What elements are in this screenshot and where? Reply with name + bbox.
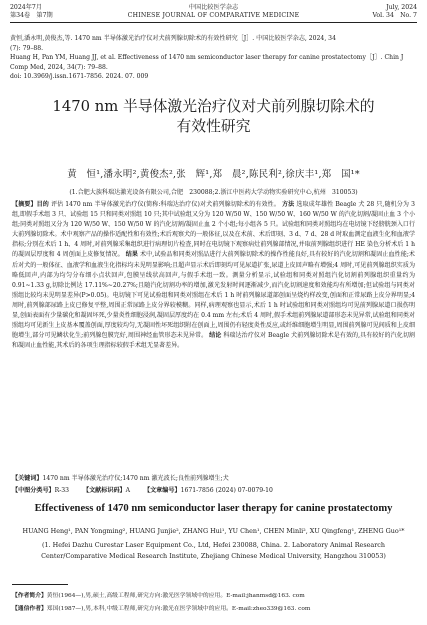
abstract-zh [12, 200, 415, 351]
footnote-author [12, 590, 415, 599]
header-volume-en: Vol. 34 No. 7 [372, 12, 417, 19]
header-journal-en: CHINESE JOURNAL OF COMPARATIVE MEDICINE [127, 12, 300, 19]
result-text: 术中,试验品和同类对照品进行大前列腺切除术的操作性能良好,具有较好的汽化切割和凝固止血性能;术后对犬的一般体征、血液学和血液生化指标均未见明显影响;且超声显示术后即刻均可见尿道扩张,尿道上皮回声略有增强;4 周时,可见前列腺组织实质为略低回声,内部为均匀分布细小点状回声,包膜呈线状高回声,与假手术组一致。测量分析显示,试验组和同类对照组汽化切割前列腺组织重量约为 0.91~1.33 g,切除比例达 17.11%~20.27%;且随汽化切割功率的增加,激光发射时间逐渐减少,而汽化切割速度和效能均有所增加;但试验组与同类对照组比较均未见明显差异(P>0.05)。电切镜下可见试验组和同类对照组在术后 1 h 时前列腺尿道部创面呈烧灼样改变,创面和正常尿路上皮分界明显;4 周时,前列腺部尿路上皮已修复平整,周围正常尿路上皮分界较模糊。同样,病理观察也显示,术后 1 h 时试验组和同类对照组均可见前列腺尿道口损伤明显,创面表面有少量碳化和凝固坏死,少量炎性细胞浸润,凝固层厚度约在 0.4 mm 左右;术后 4 周时,假手术组前列腺尿道部形态未见异常,试验组和同类对照组均可见新生上皮基本覆盖创面,厚度较均匀,无凝固性坏死组织附在创面上,周围仍有轻度炎性反应,或纤维细胞增生明显,周围前列腺可见间质和上皮细胞增生,部分可见鳞状化生;前列腺包膜完好,周围神经血管形态未见异常。 [12, 251, 415, 340]
header-volume-cn: 第34卷 第7期 [10, 12, 53, 19]
purpose-text: 评估 1470 nm 半导体激光治疗仪(简称:科瑞达治疗仪)对犬前列腺切除术的有效性。 [50, 201, 280, 208]
authors-en: HUANG Heng¹, PAN Yongming², HUANG Junjie², ZHANG Hui¹, YU Chen¹, CHEN Minli², XU Qingfeng¹, ZHENG Guo¹* [22, 527, 405, 535]
affiliation-en [20, 540, 407, 562]
citation-en-line2: Comp Med, 2024, 34(7): 79–88. [10, 63, 108, 71]
article-number-label: 【文章编号】 [144, 487, 181, 494]
header-journal-cn: 中国比较医学杂志 [188, 4, 239, 11]
corresponding-label: 【通信作者】 [12, 606, 47, 612]
abstract-label: 【摘要】 [12, 201, 37, 208]
keywords-text: 1470 nm 半导体激光治疗仪;1470 nm 激光波长;良性前列腺增生;犬 [42, 475, 229, 482]
author-bio-label: 【作者简介】 [12, 593, 47, 599]
footnote-corresponding [12, 603, 415, 612]
doc-code-value: A [125, 487, 131, 494]
title-zh-line2: 有效性研究 [176, 118, 251, 135]
keywords-label: 【关键词】 [12, 475, 43, 482]
title-zh [10, 97, 417, 137]
keywords [12, 473, 415, 482]
citation-block [10, 34, 417, 82]
clc-label: 【中图分类号】 [12, 487, 55, 494]
title-zh-line1: 1470 nm 半导体激光治疗仪对犬前列腺切除术的 [52, 98, 375, 115]
header-date-cn: 2024年7月 [10, 4, 43, 11]
footnote-rule [12, 584, 68, 585]
header-rule [10, 22, 417, 23]
title-en: Effectiveness of 1470 nm semiconductor laser therapy for canine prostatectomy [34, 503, 393, 514]
affiliation-en-line2: Center/Comparative Medical Research Institute, Zhejiang Chinese Medical University, Hangzhou 310053) [41, 552, 386, 560]
conclusion-label: 结论 [209, 332, 222, 340]
affiliation-zh: (1.合肥大族科瑞达激光设备有限公司,合肥 230088;2.浙江中医药大学动物实验研究中心,杭州 310053) [69, 189, 358, 196]
purpose-label: 目的 [36, 201, 49, 208]
conclusion-text: 科瑞达治疗仪对 Beagle 犬前列腺切除术是有效的,具有较好的汽化切割和凝固止血性能,其术后的各项生理指标较假手术组无显著差异。 [12, 332, 415, 350]
citation-en-line1: Huang H, Pan YM, Huang JJ, et al. Effectiveness of 1470 nm semiconductor laser therapy for canine prostatectomy［J］. Chin J [10, 54, 404, 62]
corresponding-text: 郑国(1987—),男,本科,中级工程师,研究方向:激光在医学领域中的应用。E-mail:zheo339@163. com [46, 606, 311, 612]
affiliation-en-line1: (1. Hefei Dazhu Curestar Laser Equipment Co., Ltd, Hefei 230088, China. 2. Laboratory Animal Research [42, 541, 385, 549]
result-label: 结果 [125, 251, 138, 259]
method-label: 方法 [282, 201, 295, 208]
clc-value: R-33 [54, 487, 70, 494]
header-date-en: July, 2024 [386, 4, 417, 11]
authors-zh: 黄 恒¹,潘永明²,黄俊杰²,张 辉¹,郑 晨²,陈民利²,徐庆丰¹,郑 国¹* [67, 169, 360, 180]
citation-zh-line1: 黄恒,潘永明,黄俊杰,等. 1470 nm 半导体激光治疗仪对犬前列腺切除术的有效性研究［J］. 中国比较医学杂志, 2024, 34 [10, 35, 336, 42]
method-text: 选取成年雄性 Beagle 犬 28 只,随机分为 3 组,即假手术组 3 只、试验组 15 只和同类对照组 10 只;其中试验组又分为 120 W/50 W、150 W/50 W、160 W/50 W 的汽化切割/凝固止血 3 个小组;同类对照组又分为 120 W/50 W、150 W/50 W 的汽化切割/凝固止血 2 个小组;每小组各 5 只。试验组和同类对照组均在电切镜下经膀胱颈入口行大前列腺切除术。术中观察产品的操作适配性和有效性;术后观察犬的一般体征,以及在术前、术后即刻、3 d、7 d、28 d 时取血测定血液生化和血液学指标;分别在术后 1 h、4 周时,对前列腺采集组织进行病理切片检查,同时在电切镜下观察病灶前列腺部情况,并取前列腺组织进行 HE 染色分析术后 1 h 的凝固层厚度和 4 周创面上皮修复情况。 [12, 201, 415, 259]
doi: doi: 10.3969/j.issn.1671-7856. 2024. 07. 009 [10, 73, 149, 81]
article-number-value: 1671-7856 (2024) 07-0079-10 [180, 487, 273, 494]
citation-zh-line2: (7): 79–88. [10, 44, 44, 52]
classification-line [12, 485, 415, 494]
doc-code-label: 【文献标识码】 [83, 487, 126, 494]
author-bio-text: 黄恒(1964—),男,硕士,高级工程师,研究方向:激光医学领域中的应用。E-mail:jhanmsd@163. com [46, 593, 305, 599]
